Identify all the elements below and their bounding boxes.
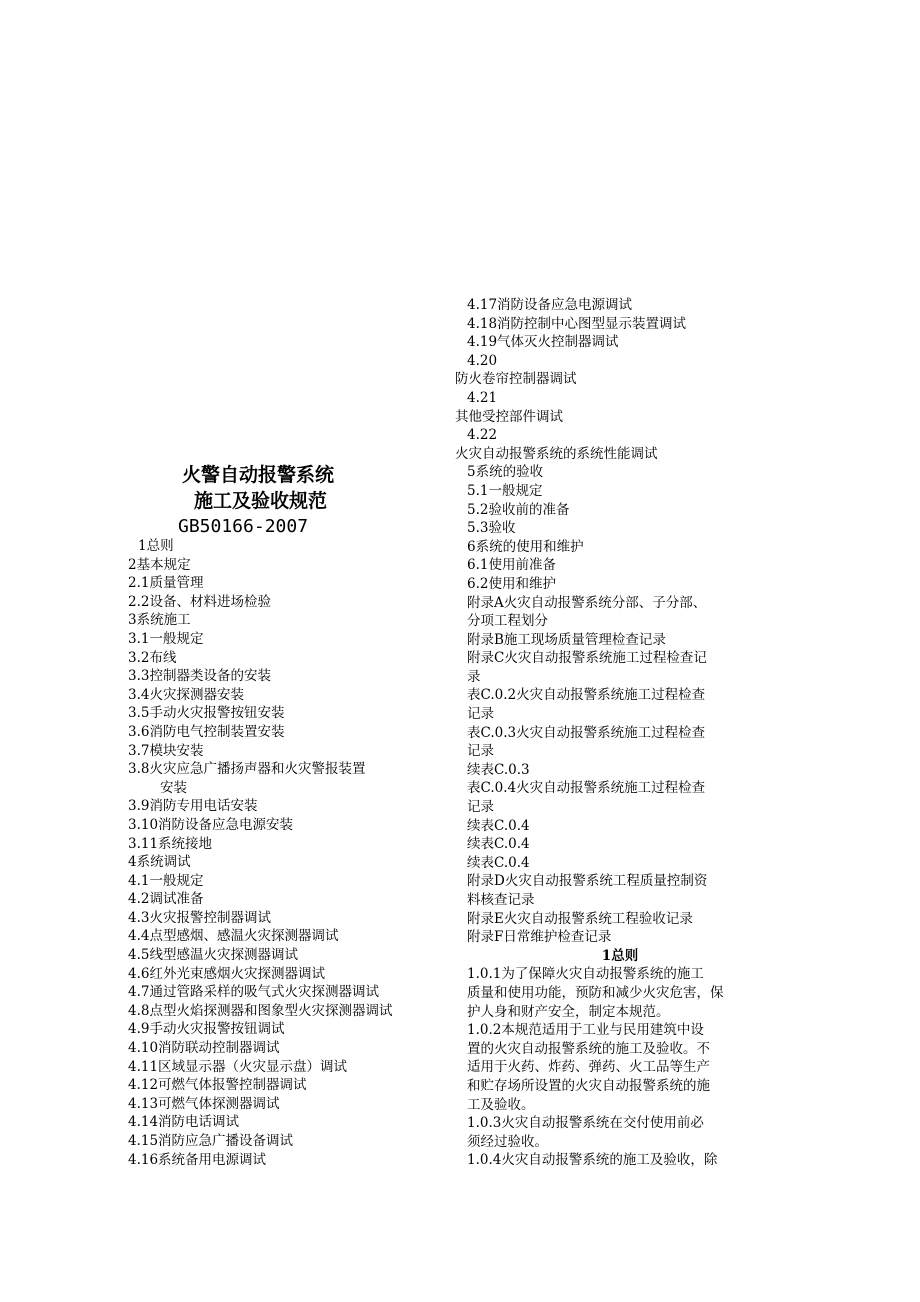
toc-item-continuation: 分项工程划分: [467, 613, 548, 630]
toc-item: 4.10消防联动控制器调试: [128, 1040, 280, 1057]
toc-item-number: 4.21: [467, 389, 498, 406]
toc-item-title: 火灾自动报警系统的系统性能调试: [455, 445, 658, 462]
toc-item-number: 4.22: [467, 427, 498, 444]
toc-item: 4.3火灾报警控制器调试: [128, 909, 271, 926]
toc-item-title: 防火卷帘控制器调试: [455, 371, 577, 388]
toc-item: 3.9消防专用电话安装: [128, 798, 258, 815]
toc-item: 4.5线型感温火灾探测器调试: [128, 947, 298, 964]
document-title-block: [160, 462, 400, 540]
toc-item: 4.2调试准备: [128, 891, 204, 908]
toc-item: 3.11系统接地: [128, 835, 213, 852]
toc-item: 4.17消防设备应急电源调试: [467, 297, 633, 313]
toc-item: 4.16系统备用电源调试: [128, 1151, 267, 1168]
toc-item: 续表C.0.4: [467, 836, 530, 853]
toc-item: 3.5手动火灾报警按钮安装: [128, 705, 285, 722]
document-title: 火警自动报警系统: [182, 464, 335, 486]
toc-item: 4.12可燃气体报警控制器调试: [128, 1077, 307, 1094]
toc-item: 4.4点型感烟、感温火灾探测器调试: [128, 928, 339, 945]
toc-right-column: [455, 296, 755, 1170]
toc-item-continuation: 记录: [467, 706, 494, 723]
body-paragraph-line: 和贮存场所设置的火灾自动报警系统的施: [467, 1077, 710, 1094]
body-paragraph-line: 1.0.1为了保障火灾自动报警系统的施工: [467, 966, 704, 983]
toc-item: 2基本规定: [128, 556, 191, 573]
toc-item: 附录F日常维护检查记录: [467, 929, 612, 946]
toc-item: 4.7通过管路采样的吸气式火灾探测器调试: [128, 984, 379, 1001]
toc-item-continuation: 记录: [467, 743, 494, 760]
toc-item-title: 其他受控部件调试: [455, 408, 563, 425]
toc-item: 2.1质量管理: [128, 575, 204, 592]
toc-item: 附录A火灾自动报警系统分部、子分部、: [467, 594, 707, 611]
body-paragraph-line: 质量和使用功能，预防和减少火灾危害，保: [467, 984, 724, 1001]
body-paragraph-line: 适用于火药、炸药、弹药、火工品等生产: [467, 1059, 710, 1076]
toc-item: 3.8火灾应急广播扬声器和火灾警报装置: [128, 761, 366, 778]
toc-item: 4.9手动火灾报警按钮调试: [128, 1021, 285, 1038]
toc-item: 3.10消防设备应急电源安装: [128, 816, 294, 833]
toc-item: 3.4火灾探测器安装: [128, 686, 244, 703]
toc-item: 附录D火灾自动报警系统工程质量控制资: [467, 873, 708, 890]
toc-item: 3.6消防电气控制装置安装: [128, 723, 285, 740]
toc-item: 附录B施工现场质量管理检查记录: [467, 631, 666, 648]
toc-item: 附录C火灾自动报警系统施工过程检查记: [467, 650, 707, 667]
toc-item-continuation: 记录: [467, 799, 494, 816]
body-paragraph-line: 1.0.3火灾自动报警系统在交付使用前必: [467, 1115, 704, 1132]
toc-item-number: 4.20: [467, 352, 498, 369]
body-paragraph-line: 置的火灾自动报警系统的施工及验收。不: [467, 1040, 710, 1057]
toc-item: 续表C.0.4: [467, 817, 530, 834]
toc-item: 表C.0.3火灾自动报警系统施工过程检查: [467, 724, 706, 741]
toc-item: 表C.0.2火灾自动报警系统施工过程检查: [467, 687, 706, 704]
toc-item: 4.6红外光束感烟火灾探测器调试: [128, 965, 325, 982]
toc-item: 3.2布线: [128, 649, 177, 666]
toc-item: 6.1使用前准备: [467, 557, 556, 574]
toc-item-continuation: 录: [467, 668, 481, 685]
section-heading: 1总则: [601, 947, 639, 964]
body-paragraph-line: 工及验收。: [467, 1096, 535, 1113]
body-paragraph-line: 护人身和财产安全，制定本规范。: [467, 1003, 670, 1020]
document-subtitle: 施工及验收规范: [194, 490, 328, 512]
toc-item: 4.8点型火焰探测器和图象型火灾探测器调试: [128, 1002, 393, 1019]
toc-item: 4.11区域显示器（火灾显示盘）调试: [128, 1058, 348, 1075]
body-paragraph-line: 须经过验收。: [467, 1133, 548, 1150]
toc-item: 2.2设备、材料进场检验: [128, 593, 271, 610]
standard-code: GB50166-2007: [178, 516, 309, 537]
toc-item: 4.19气体灭火控制器调试: [467, 334, 619, 351]
body-paragraph-line: 1.0.4火灾自动报警系统的施工及验收，除: [467, 1152, 718, 1169]
toc-item-continuation: 安装: [160, 779, 187, 796]
toc-item: 3.7模块安装: [128, 742, 204, 759]
toc-item: 续表C.0.3: [467, 761, 530, 778]
toc-item: 4.13可燃气体探测器调试: [128, 1095, 280, 1112]
toc-item: 表C.0.4火灾自动报警系统施工过程检查: [467, 780, 706, 797]
toc-item-continuation: 料核查记录: [467, 892, 535, 908]
toc-item: 6系统的使用和维护: [467, 538, 584, 555]
toc-left-column: [128, 537, 453, 1169]
toc-item: 1总则: [138, 538, 174, 554]
toc-item: 附录E火灾自动报警系统工程验收记录: [467, 910, 693, 927]
toc-item: 5.2验收前的准备: [467, 501, 570, 518]
toc-item: 5.1一般规定: [467, 482, 543, 499]
toc-item: 6.2使用和维护: [467, 575, 556, 592]
toc-item: 5.3验收: [467, 520, 516, 537]
toc-item: 4系统调试: [128, 854, 191, 871]
toc-item: 4.14消防电话调试: [128, 1114, 240, 1131]
toc-item: 3系统施工: [128, 612, 191, 629]
toc-item: 3.3控制器类设备的安装: [128, 668, 271, 685]
toc-item: 4.15消防应急广播设备调试: [128, 1133, 294, 1149]
toc-item: 4.18消防控制中心图型显示装置调试: [467, 315, 687, 332]
body-paragraph-line: 1.0.2本规范适用于工业与民用建筑中设: [467, 1022, 704, 1039]
toc-item: 3.1一般规定: [128, 630, 204, 647]
toc-item: 5系统的验收: [467, 464, 544, 481]
toc-item: 续表C.0.4: [467, 854, 530, 871]
toc-item: 4.1一般规定: [128, 872, 204, 889]
